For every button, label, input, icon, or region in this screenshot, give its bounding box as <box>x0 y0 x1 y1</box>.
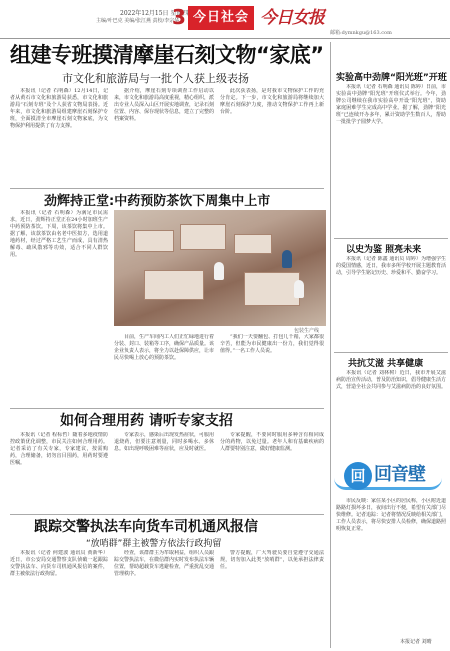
lead-text-1: 本报讯（记者 石明森）12月14日，记者从黄石市文化和旅游局获悉，市文化和旅游局“石刻专班”及个人获省文物局表扬。近年来，市文化和旅游局组建摩崖石刻保护专班，全面摸清全市摩崖石刻文物家底，为文物保护利用提供了有力支撑。 <box>10 88 108 129</box>
lead-text-3: 此次获表扬，是对我市文物保护工作的充分肯定。下一步，市文化和旅游局将继续加大摩崖石刻保护力度，推动文物保护工作再上新台阶。 <box>220 88 324 115</box>
echo-badge: 回 <box>344 462 372 490</box>
sidebar-text-3 <box>336 370 446 452</box>
tea-column-1 <box>10 210 108 406</box>
sidebar-title-1: 实验高中劲牌“阳光班”开班 <box>336 73 447 83</box>
sidebar-title-2: 以史为鉴 照亮未来 <box>346 245 422 255</box>
lead-headline: 组建专班摸清摩崖石刻文物“家底” <box>10 43 324 67</box>
editor-credits: 主编/叶巴克 美编/张江燕 责校/李宗华 <box>96 18 180 24</box>
police-text-3: 警方提醒，广大驾驶员要自觉遵守交通法规，切勿加入此类“放哨群”，以免承担法律责任。 <box>220 550 324 570</box>
section-divider <box>10 514 324 515</box>
sidebar-paragraph-2: 本报讯（记者 陈鑫 通讯员 周婷）为增强学生的爱国情感，近日，我市多所学校开展主题教育活动，引导学生铭记历史、珍爱和平、勤奋学习。 <box>336 256 446 276</box>
tea-column-2 <box>114 334 214 406</box>
medicine-text-1: 本报讯（记者 程标哲）随着多地疫情防控政策优化调整，市民关注如何合理用药。记者采访了有关专家，专家建议，按需购药，合理储备，切勿盲目囤药，用药时要遵医嘱。 <box>10 432 108 466</box>
medicine-text-3: 专家提醒，不要同时服用多种含有相同成分的药物，以免过量。老年人和有基础疾病的人群要特别注意，做好健康监测。 <box>220 432 324 452</box>
echo-wall-text <box>336 498 446 630</box>
section-divider <box>10 408 324 409</box>
police-column-3 <box>220 550 324 646</box>
masthead <box>0 0 450 40</box>
issue-date: 2022年12月15日 星期四 <box>120 10 189 17</box>
medicine-column-1 <box>10 432 108 512</box>
tea-headline: 劲辉持正堂:中药预防茶饮下周集中上市 <box>44 194 271 209</box>
section-banner: 今日社会 <box>188 6 254 30</box>
echo-wall-title: 回音壁 <box>374 464 425 485</box>
contact-email: 邮箱:dymnkgu@163.com <box>330 30 392 36</box>
tea-text-3: “我们一天要翻包、打包几千箱，大家都很辛苦，但能为市民健康出一份力，我们觉得很值得。”一名工作人员说。 <box>220 334 324 354</box>
lead-text-2: 据介绍，摩崖石刻专项调查工作启动以来，市文化和旅游局高度重视，精心组织，派出专业人员深入山区开展实地调查，记录石刻位置、内容、保存现状等信息，建立了完整的档案资料。 <box>114 88 214 122</box>
sidebar-divider <box>334 238 448 239</box>
police-text-1: 本报讯（记者 何建波 通讯员 黄新华）近日，市公安局交通警察支队侦破一起跟踪交警执法车、向货车司机通风报信的案件，群主被依法行政拘留。 <box>10 550 108 577</box>
police-column-2 <box>114 550 214 646</box>
sidebar-text-2 <box>336 256 446 350</box>
production-photo <box>114 210 326 326</box>
medicine-column-2 <box>114 432 214 512</box>
lead-column-1 <box>10 88 108 184</box>
column-separator <box>330 42 331 648</box>
sidebar-divider <box>334 352 448 353</box>
sidebar-paragraph-3: 本报讯（记者 刘林树）近日，我市开展艾滋病防治宣传活动，普及防治知识，倡导健康生活方式，营造全社会共同参与艾滋病防治的良好氛围。 <box>336 370 446 390</box>
medicine-text-2: 专家表示，感染后出现发热症状，可服用退烧药，但要注意剂量，同时多喝水、多休息。如出现呼吸困难等症状，应及时就医。 <box>114 432 214 452</box>
lead-column-3 <box>220 88 324 184</box>
medicine-column-3 <box>220 432 324 512</box>
sidebar-title-3: 共抗艾滋 共享健康 <box>348 359 424 369</box>
photo-caption: 包装生产线 <box>294 328 320 334</box>
medicine-headline: 如何合理用药 请听专家支招 <box>60 413 233 429</box>
sidebar-editor: 本报记者 刘晴 <box>400 639 432 645</box>
page-number: 3 <box>172 5 186 29</box>
sidebar-text-1 <box>336 84 446 234</box>
police-text-2: 经查，该群群主为牟取利益，组织人员跟踪交警执法车，在微信群内实时发布执法车辆位置，帮助超载货车逃避检查，严重扰乱交通管理秩序。 <box>114 550 214 577</box>
echo-wall-banner <box>332 456 448 494</box>
masthead-rule <box>0 38 450 39</box>
lead-column-2 <box>114 88 214 184</box>
police-subheadline: “放哨群”群主被警方依法行政拘留 <box>86 539 222 549</box>
tea-text-2: 目前，生产车间内工人们正忙碌地进行着分装、封口、装箱等工序，确保产品质量。该企业负责人表示，将全力以赴保障供应，让市民尽快喝上放心的预防茶饮。 <box>114 334 214 361</box>
sidebar-paragraph-1: 本报讯（记者 石明森 通讯员 陈婷）日前，市实验高中劲牌“阳光班”开班仪式举行。今年，劲牌公司继续在我市实验高中开设“阳光班”，资助家庭困难学生完成高中学业。据了解，劲牌“阳光班”已连续开办多年，累计资助学生数百人，帮助一批批学子圆梦大学。 <box>336 84 446 125</box>
police-column-1 <box>10 550 108 646</box>
echo-wall-paragraph: 市民反映：家住某小区的居民称，小区附近道路路灯损坏多日，夜间出行不便，希望有关部门尽快维修。记者追踪：记者将情况反映给相关部门，工作人员表示，将尽快安排人员检修，确保道路照明恢复正常。 <box>336 498 446 532</box>
tea-column-3 <box>220 334 324 406</box>
police-headline: 跟踪交警执法车向货车司机通风报信 <box>34 519 258 535</box>
section-divider <box>10 188 324 189</box>
tea-text-1: 本报讯（记者 石明森）为满足市民需求，近日，劲辉持正堂正在24小时加班生产中药预防茶饮。下周，该茶饮将集中上市。据了解，该款茶饮由名老中医拟方，选用道地药材，经过严格工艺生产而成，具有清热解毒、疏风散邪等功效，适合不同人群饮用。 <box>10 210 108 258</box>
lead-subhead: 市文化和旅游局与一批个人获上级表扬 <box>62 72 249 85</box>
newspaper-logo: 今日女报 <box>260 8 324 28</box>
